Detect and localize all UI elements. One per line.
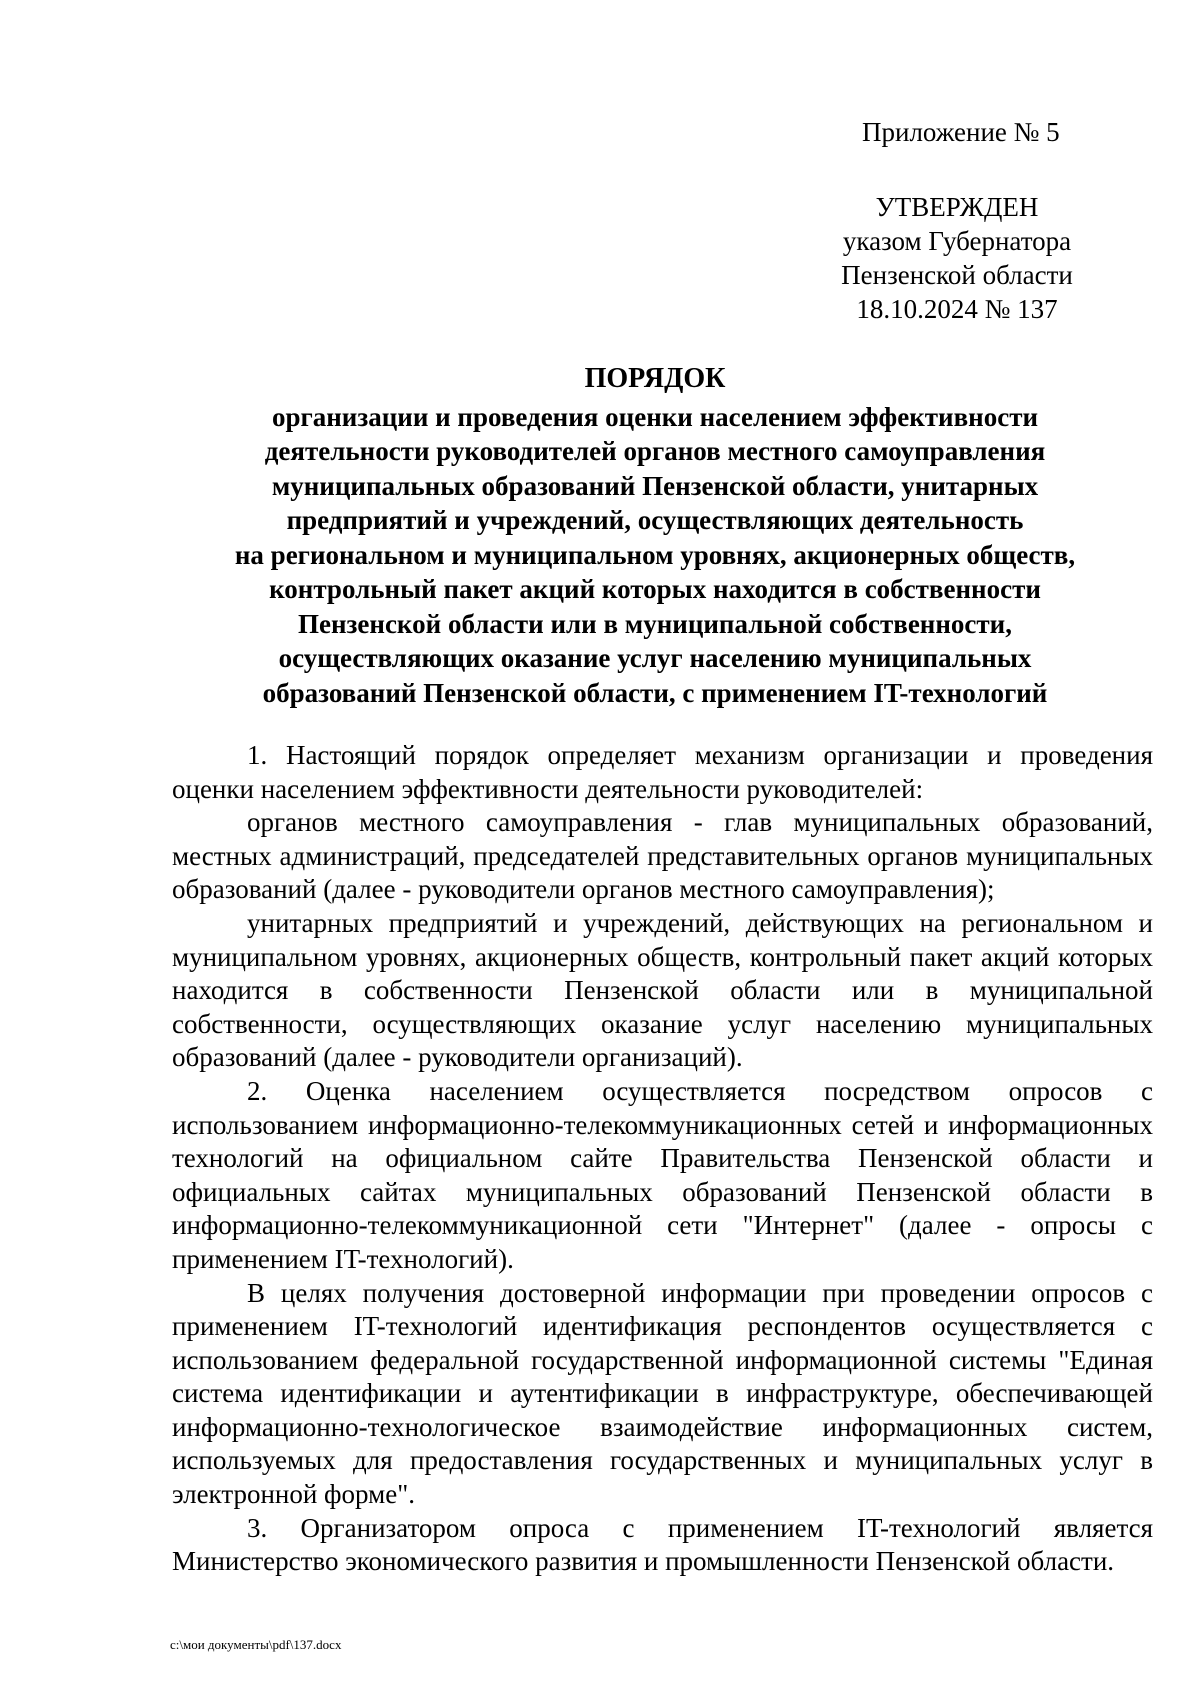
appendix-number: Приложение № 5 [862,117,1060,147]
paragraph-2-identification: В целях получения достоверной информации при проведении опросов с применением IT-технологий идентификация респондентов осуществляется с использованием федеральной государственной информационной системы "Единая система идентификации и аутентификации в инфраструктуре, обеспечивающей информационно-технологическое взаимодействие информационных систем, используемых для предоставления государственных и муниципальных услуг в электронной форме". [172,1277,1153,1510]
title-line: на региональном и муниципальном уровнях, акционерных обществ, [234,539,1076,570]
approval-stamp [812,190,1102,326]
paragraph-1: 1. Настоящий порядок определяет механизм организации и проведения оценки населением эффективности деятельности руководителей: [172,740,1153,804]
title-line: деятельности руководителей органов местного самоуправления [264,436,1046,466]
title-line: Пензенской области или в муниципальной собственности, [298,608,1012,639]
title-line: образований Пензенской области, с применением IT-технологий [262,677,1048,708]
approval-issuer: указом Губернатора [842,226,1072,256]
approval-status: УТВЕРЖДЕН [875,192,1039,222]
paragraph-2: 2. Оценка населением осуществляется посредством опросов с использованием информационно-телекоммуникационных сетей и информационных технологий на официальном сайте Правительства Пензенской области и официальных сайтах муниципальных образований Пензенской области в информационно-телекоммуникационной сети "Интернет" (далее - опросы с применением IT-технологий). [172,1075,1153,1274]
paragraph-3: 3. Организатором опроса с применением IT-технологий является Министерство экономического развития и промышленности Пензенской области. [172,1512,1153,1577]
title-line: предприятий и учреждений, осуществляющих деятельность [286,505,1024,535]
document-body [172,739,1153,1579]
file-path-footer: c:\мои документы\pdf\137.docx [170,1637,342,1652]
title-line: организации и проведения оценки населением эффективности [271,401,1039,432]
paragraph-1-local-government: органов местного самоуправления - глав муниципальных образований, местных администраций, председателей представительных органов муниципальных образований (далее - руководители органов местного самоуправления); [172,807,1153,905]
approval-date-number: 18.10.2024 № 137 [856,294,1058,324]
paragraph-1-organizations: унитарных предприятий и учреждений, действующих на региональном и муниципальном уровнях, акционерных обществ, контрольный пакет акций которых находится в собственности Пензенской области или в муниципальной собственности, осуществляющих оказание услуг населению муниципальных образований (далее - руководители организаций). [172,907,1153,1073]
title-line: контрольный пакет акций которых находится в собственности [269,574,1041,604]
document-title [160,362,1150,710]
title-main: ПОРЯДОК [584,363,726,394]
title-line: муниципальных образований Пензенской области, унитарных [271,470,1039,501]
approval-region: Пензенской области [841,260,1073,290]
title-line: осуществляющих оказание услуг населению муниципальных [278,643,1032,673]
